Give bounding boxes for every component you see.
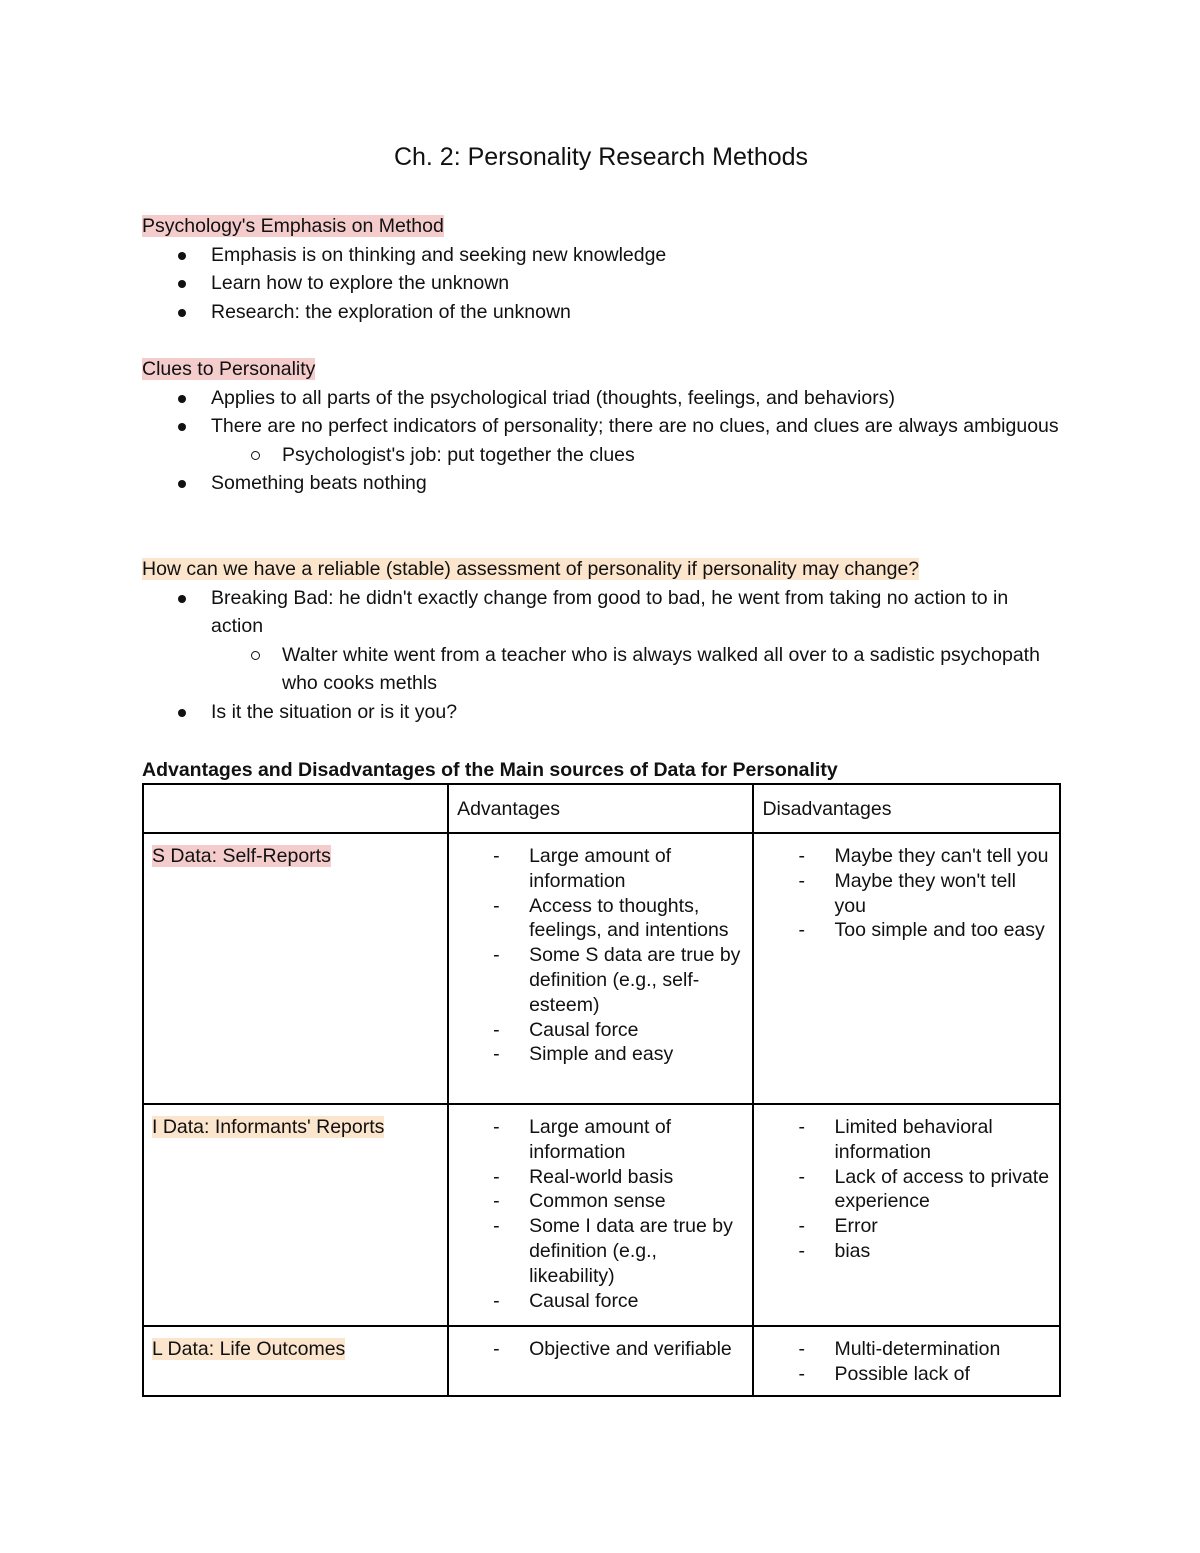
- advantages-list: [457, 844, 744, 1067]
- section-heading: Clues to Personality: [142, 358, 316, 380]
- list-item: [142, 412, 1060, 441]
- list-item: - Common sense: [457, 1189, 744, 1214]
- sub-list-item: Walter white went from a teacher who is always walked all over to a sadistic psychopath who cooks methls: [211, 641, 1060, 698]
- page-title: Ch. 2: Personality Research Methods: [393, 143, 809, 171]
- list-item: - Maybe they won't tell you: [762, 869, 1051, 919]
- list-item: Emphasis is on thinking and seeking new knowledge: [142, 241, 1060, 270]
- disadvantages-cell: [753, 833, 1060, 1104]
- section-clues-to-personality: [142, 355, 1060, 498]
- list-item: - Real-world basis: [457, 1165, 744, 1190]
- list-item: - Simple and easy: [457, 1042, 744, 1067]
- list-item: - Access to thoughts, feelings, and intentions: [457, 894, 744, 944]
- section-reliable-assessment: [142, 555, 1060, 726]
- table-header-cell: [143, 784, 448, 833]
- bullet-list: [142, 584, 1060, 641]
- disadvantages-list: [762, 1115, 1051, 1264]
- disadvantages-list: [762, 1337, 1051, 1387]
- list-item: - bias: [762, 1239, 1051, 1264]
- table-header-cell: Disadvantages: [753, 784, 1060, 833]
- list-item: - Limited behavioral information: [762, 1115, 1051, 1165]
- list-item: - Objective and verifiable: [457, 1337, 744, 1362]
- list-item: - Large amount of information: [457, 1115, 744, 1165]
- list-item: - Error: [762, 1214, 1051, 1239]
- table-title: Advantages and Disadvantages of the Main sources of Data for Personality: [142, 759, 838, 781]
- bullet-list: [142, 469, 1060, 498]
- row-label: L Data: Life Outcomes: [152, 1338, 346, 1360]
- row-label: S Data: Self-Reports: [152, 845, 331, 867]
- list-item: - Too simple and too easy: [762, 918, 1051, 943]
- bullet-list: [142, 384, 1060, 441]
- advantages-cell: [448, 1326, 753, 1396]
- bullet-list: [142, 241, 1060, 327]
- section-heading: Psychology's Emphasis on Method: [142, 215, 444, 237]
- list-item: - Lack of access to private experience: [762, 1165, 1051, 1215]
- list-item: Breaking Bad: he didn't exactly change from good to bad, he went from taking no action to in action: [142, 584, 1060, 641]
- advantages-list: [457, 1115, 744, 1313]
- sub-list-item: Psychologist's job: put together the clues: [211, 441, 1060, 470]
- disadvantages-cell: [753, 1104, 1060, 1326]
- list-item: - Multi-determination: [762, 1337, 1051, 1362]
- list-item: - Some S data are true by definition (e.g., self-esteem): [457, 943, 744, 1017]
- table-header-row: [143, 784, 1060, 833]
- list-item: - Maybe they can't tell you: [762, 844, 1051, 869]
- list-item: - Some I data are true by definition (e.g., likeability): [457, 1214, 744, 1288]
- list-item: - Large amount of information: [457, 844, 744, 894]
- list-item: - Possible lack of: [762, 1362, 1051, 1387]
- section-heading: How can we have a reliable (stable) assessment of personality if personality may change?: [142, 558, 920, 580]
- list-item: - Causal force: [457, 1289, 744, 1314]
- list-item: Learn how to explore the unknown: [142, 269, 1060, 298]
- table-row-label-cell: [143, 1326, 448, 1396]
- list-item-text: There are no perfect indicators of personality; there are no clues, and clues are always ambiguous: [211, 415, 1059, 437]
- table-row: [143, 1104, 1060, 1326]
- list-item: - Causal force: [457, 1018, 744, 1043]
- disadvantages-cell: [753, 1326, 1060, 1396]
- data-sources-table: [142, 783, 1061, 1397]
- advantages-cell: [448, 833, 753, 1104]
- bullet-list: [142, 698, 1060, 727]
- sub-bullet-list: [211, 641, 1060, 698]
- row-label: I Data: Informants' Reports: [152, 1116, 385, 1138]
- list-item: Is it the situation or is it you?: [142, 698, 1060, 727]
- table-row: [143, 833, 1060, 1104]
- list-item: Research: the exploration of the unknown: [142, 298, 1060, 327]
- list-item: Applies to all parts of the psychological triad (thoughts, feelings, and behaviors): [142, 384, 1060, 413]
- advantages-list: [457, 1337, 744, 1362]
- list-item: Something beats nothing: [142, 469, 1060, 498]
- section-emphasis-on-method: [142, 212, 1060, 326]
- table-row: [143, 1326, 1060, 1396]
- sub-bullet-list: [211, 441, 1060, 470]
- table-row-label-cell: [143, 833, 448, 1104]
- disadvantages-list: [762, 844, 1051, 943]
- table-header-cell: Advantages: [448, 784, 753, 833]
- advantages-cell: [448, 1104, 753, 1326]
- table-row-label-cell: [143, 1104, 448, 1326]
